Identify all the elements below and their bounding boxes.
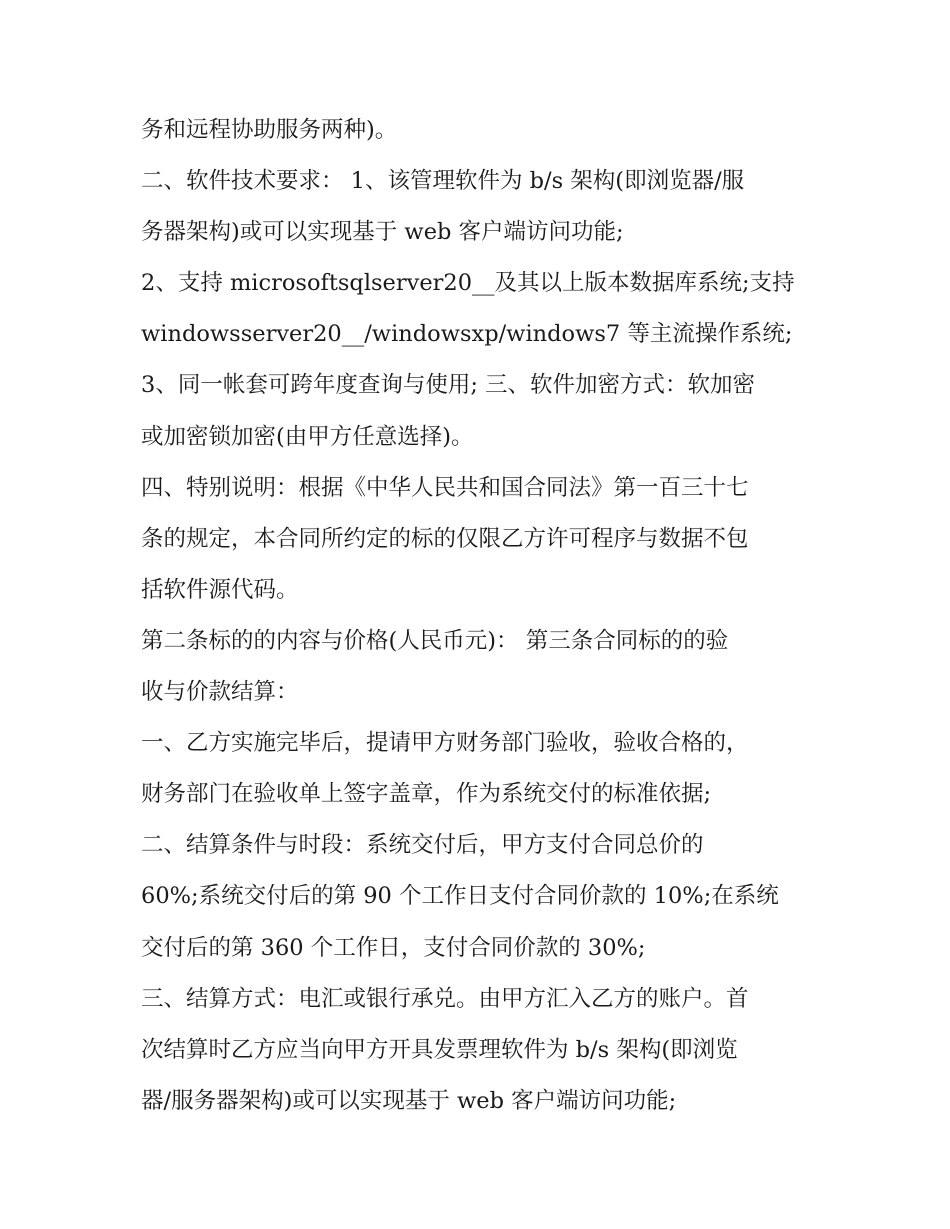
document-body <box>141 110 831 1132</box>
text-line: 第二条标的的内容与价格(人民币元)： 第三条合同标的的验 <box>141 627 729 654</box>
text-line: 二、结算条件与时段：系统交付后，甲方支付合同总价的 <box>141 832 704 859</box>
text-line: 条的规定，本合同所约定的标的仅限乙方许可程序与数据不包 <box>141 525 749 552</box>
text-line: 财务部门在验收单上签字盖章，作为系统交付的标准依据; <box>141 781 712 808</box>
text-line: 一、乙方实施完毕后，提请甲方财务部门验收，验收合格的， <box>141 730 749 757</box>
text-line: 括软件源代码。 <box>141 576 299 603</box>
text-line: 3、同一帐套可跨年度查询与使用; 三、软件加密方式：软加密 <box>141 372 756 399</box>
text-line: 务器架构)或可以实现基于 web 客户端访问功能; <box>141 219 624 246</box>
text-line: 收与价款结算： <box>141 679 299 706</box>
text-line: 交付后的第 360 个工作日，支付合同价款的 30%; <box>141 934 646 961</box>
text-line: 四、特别说明：根据《中华人民共和国合同法》第一百三十七 <box>141 474 749 501</box>
text-line: windowsserver20__/windowsxp/windows7 等主流操作系统; <box>141 321 793 348</box>
text-line: 二、软件技术要求： 1、该管理软件为 b/s 架构(即浏览器/服 <box>141 168 745 195</box>
text-line: 60%;系统交付后的第 90 个工作日支付合同价款的 10%;在系统 <box>141 883 779 910</box>
text-line: 务和远程协助服务两种)。 <box>141 117 398 143</box>
text-line: 2、支持 microsoftsqlserver20__及其以上版本数据库系统;支持 <box>141 270 795 297</box>
text-line: 次结算时乙方应当向甲方开具发票理软件为 b/s 架构(即浏览 <box>141 1036 738 1063</box>
text-line: 三、结算方式：电汇或银行承兑。由甲方汇入乙方的账户。首 <box>141 985 749 1012</box>
text-line: 或加密锁加密(由甲方任意选择)。 <box>141 423 474 450</box>
text-line: 器/服务器架构)或可以实现基于 web 客户端访问功能; <box>141 1087 677 1114</box>
